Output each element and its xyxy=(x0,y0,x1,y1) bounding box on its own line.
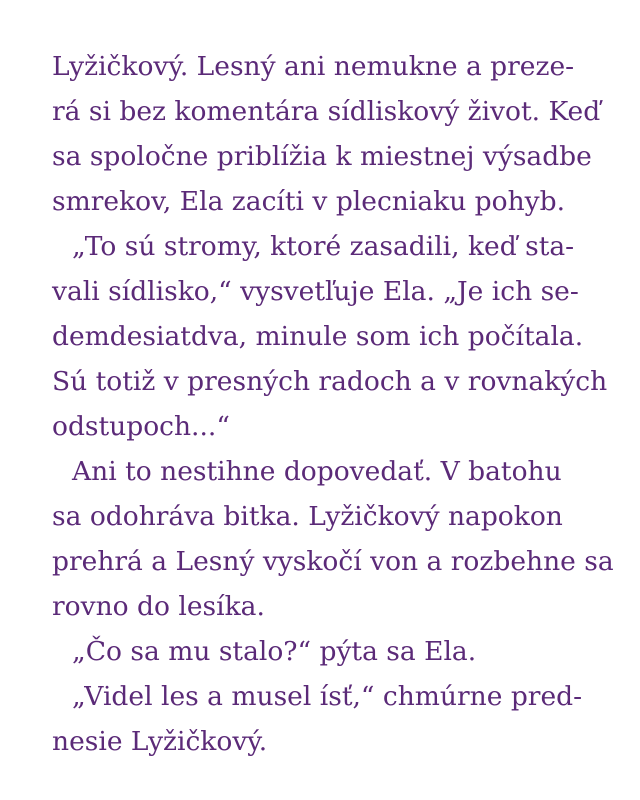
text-line: rovno do lesíka. xyxy=(52,591,265,622)
text-line: Sú totiž v presných radoch a v rovnakých xyxy=(52,366,608,397)
text-line: vali sídlisko,“ vysvetľuje Ela. „Je ich se- xyxy=(52,276,579,307)
text-line: nesie Lyžičkový. xyxy=(52,726,268,757)
text-line: odstupoch...“ xyxy=(52,411,230,442)
text-line: prehrá a Lesný vyskočí von a rozbehne sa xyxy=(52,546,614,577)
text-line: rá si bez komentára sídliskový život. Keď xyxy=(52,96,601,127)
paragraph-start-line: Ani to nestihne dopovedať. V batohu xyxy=(72,456,562,487)
text-line: demdesiatdva, minule som ich počítala. xyxy=(52,321,584,352)
paragraph-start-line: „Čo sa mu stalo?“ pýta sa Ela. xyxy=(72,636,477,667)
paragraph-start-line: „To sú stromy, ktoré zasadili, keď sta- xyxy=(72,231,575,262)
text-line: sa spoločne priblížia k miestnej výsadbe xyxy=(52,141,592,172)
text-line: sa odohráva bitka. Lyžičkový napokon xyxy=(52,501,563,532)
text-line: Lyžičkový. Lesný ani nemukne a preze- xyxy=(52,51,575,82)
text-line: smrekov, Ela zacíti v plecniaku pohyb. xyxy=(52,186,566,217)
paragraph-start-line: „Videl les a musel ísť,“ chmúrne pred- xyxy=(72,681,583,712)
story-text xyxy=(52,44,612,764)
